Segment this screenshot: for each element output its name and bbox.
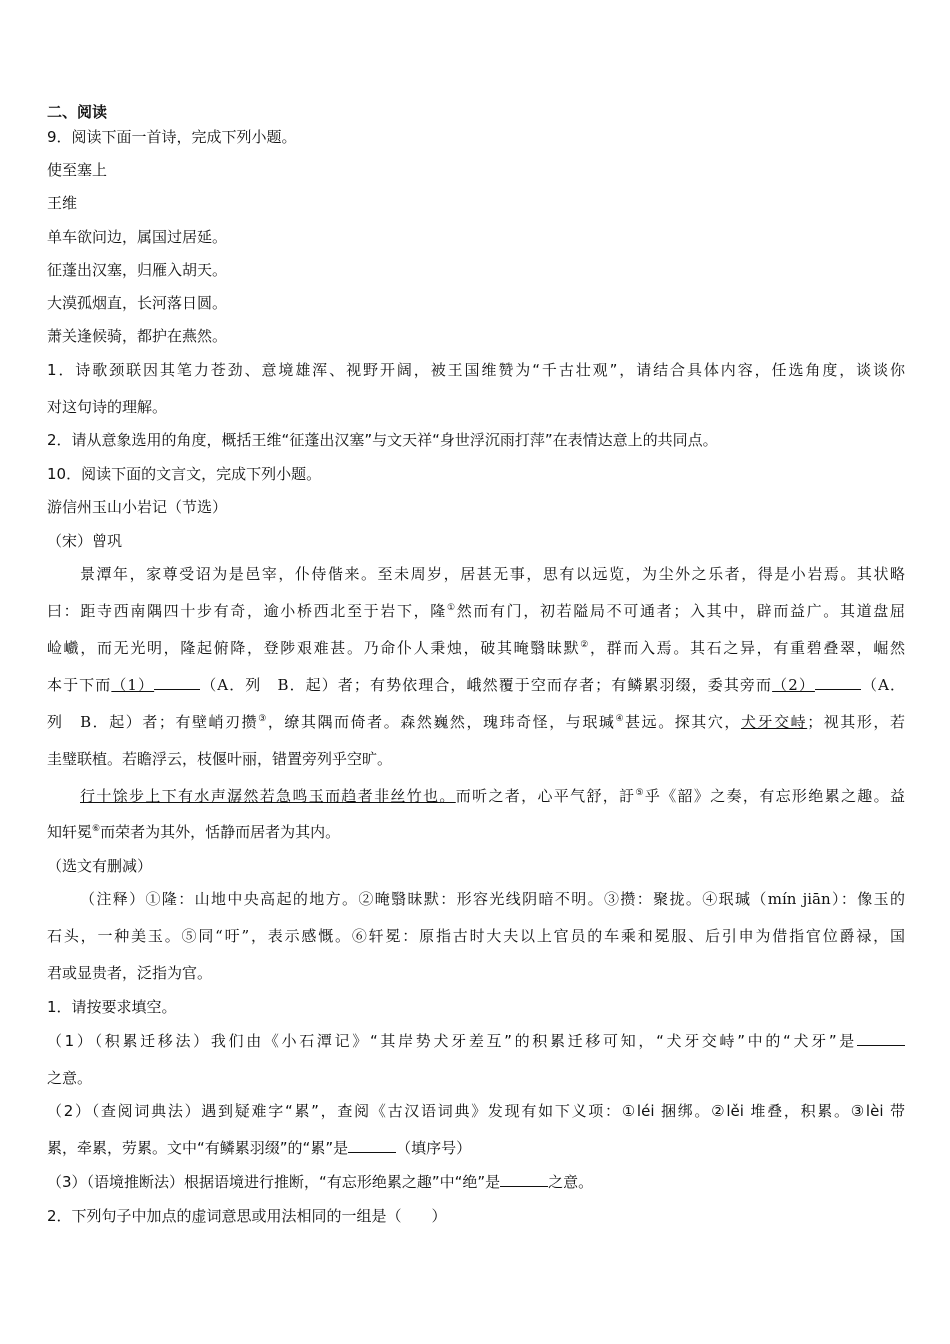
q10-sub1: 1．请按要求填空。 [47, 998, 177, 1016]
q9-sub1-line2: 对这句诗的理解。 [47, 398, 168, 416]
note-mark: ③ [258, 714, 268, 724]
poem-author: 王维 [47, 194, 78, 212]
note-mark: ① [446, 603, 457, 613]
poem-line-2: 征蓬出汉塞，归雁入胡天。 [47, 261, 228, 279]
blank-2-label: （2） [772, 676, 815, 694]
blank-2[interactable] [815, 675, 861, 690]
passage-p1-line4: 本于下而（1） （A．列 B．起）者；有势依理合，峨然覆于空而存者；有鳞累羽缀，委其旁而（2） （A． [47, 676, 905, 694]
passage-p1-line2: 曰：距寺西南隅四十步有奇，逾小桥西北至于岩下，隆①然而有门，初若隘局不可通者；入其中，辟而益广。其道盘屈 [47, 602, 905, 620]
abridged-note: （选文有删减） [47, 857, 153, 875]
q10-sub1-3: （3）（语境推断法）根据语境进行推断，“有忘形绝累之趣”中“绝”是 之意。 [47, 1173, 594, 1191]
q10-sub1-1-line1: （1）（积累迁移法）我们由《小石潭记》“其岸势犬牙差互”的积累迁移可知，“犬牙交峙”中的“犬牙”是 [47, 1031, 905, 1051]
note-mark: ④ [615, 714, 626, 724]
passage-p2-line2: 知轩冕⑥而荣者为其外，恬静而居者为其内。 [47, 823, 341, 841]
note-mark: ⑥ [92, 824, 101, 834]
passage-p2-line1: 行十馀步上下有水声潺然若急鸣玉而趋者非丝竹也。而听之者，心平气舒，訏⑤乎《韶》之奏，有忘形绝累之趣。益 [80, 787, 905, 805]
poem-title: 使至塞上 [47, 161, 108, 179]
note-mark: ⑤ [635, 788, 645, 798]
note-mark: ② [580, 640, 591, 650]
poem-line-3: 大漠孤烟直，长河落日圆。 [47, 294, 228, 312]
underlined-sentence: 行十馀步上下有水声潺然若急鸣玉而趋者非丝竹也。 [80, 787, 456, 805]
answer-blank[interactable] [857, 1031, 905, 1046]
passage-p1-line6: 圭璧联植。若瞻浮云，枝偃叶丽，错置旁列乎空旷。 [47, 750, 393, 768]
blank-1-label: （1） [111, 676, 155, 694]
passage-p1-line1: 景潭年，家尊受诏为是邑宰，仆侍偕来。至未周岁，居甚无事，思有以远览，为尘外之乐者，得是小岩焉。其状略 [80, 565, 905, 583]
q10-sub1-2-line2: 累，牵累，劳累。文中“有鳞累羽缀”的“累”是 （填序号） [47, 1139, 472, 1157]
poem-line-4: 萧关逢候骑，都护在燕然。 [47, 327, 228, 345]
answer-blank[interactable] [500, 1172, 548, 1187]
text-author: （宋）曾巩 [47, 532, 123, 550]
section-title: 二、阅读 [47, 103, 108, 121]
notes-line2: 石头，一种美玉。⑤同“吁”，表示感慨。⑥轩冕：原指古时大夫以上官员的车乘和冕服、后引申为借指官位爵禄，国 [47, 927, 905, 945]
q10-sub1-2-line1: （2）（查阅词典法）遇到疑难字“累”，查阅《古汉语词典》发现有如下义项：①léi 捆绑。②lěi 堆叠，积累。③lèi 带 [47, 1102, 905, 1120]
notes-line3: 君或显贵者，泛指为官。 [47, 964, 213, 982]
text-title: 游信州玉山小岩记（节选） [47, 498, 228, 516]
passage-p1-line3: 崄巇，而无光明，隆起俯降，登陟艰难甚。乃命仆人秉烛，破其晻翳昧默②，群而入焉。其石之异，有重碧叠翠，崛然 [47, 639, 905, 657]
q10-intro: 10．阅读下面的文言文，完成下列小题。 [47, 465, 322, 483]
q10-sub2: 2．下列句子中加点的虚词意思或用法相同的一组是（ ） [47, 1207, 447, 1225]
q10-sub1-1-line2: 之意。 [47, 1069, 93, 1087]
blank-1[interactable] [154, 675, 200, 690]
q9-sub1-line1: 1．诗歌颈联因其笔力苍劲、意境雄浑、视野开阔，被王国维赞为“千古壮观”，请结合具体内容，任选角度，谈谈你 [47, 361, 905, 379]
q9-intro: 9．阅读下面一首诗，完成下列小题。 [47, 128, 297, 146]
q9-sub2: 2．请从意象选用的角度，概括王维“征蓬出汉塞”与文天祥“身世浮沉雨打萍”在表情达意上的共同点。 [47, 431, 718, 449]
passage-p1-line5: 列 B．起）者；有壁峭刃攒③，缭其隅而倚者。森然巍然，瑰玮奇怪，与珉瑊④甚远。探其穴，犬牙交峙；视其形，若 [47, 713, 905, 731]
notes-line1: （注释）①隆：山地中央高起的地方。②晻翳昧默：形容光线阴暗不明。③攒：聚拢。④珉瑊（mín jiān）：像玉的 [80, 890, 905, 908]
underlined-phrase: 犬牙交峙 [740, 713, 808, 731]
answer-blank[interactable] [348, 1138, 396, 1153]
poem-line-1: 单车欲问边，属国过居延。 [47, 228, 228, 246]
